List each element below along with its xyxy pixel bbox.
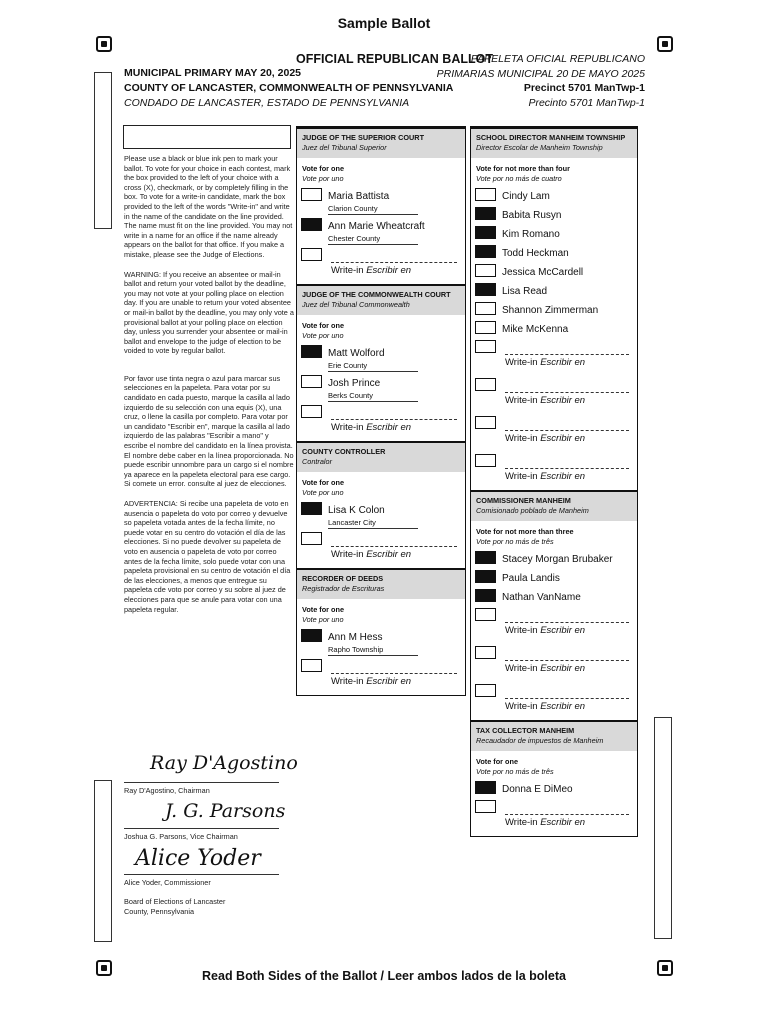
write-in-label-es: Escribir en — [540, 625, 586, 636]
timing-mark-icon — [96, 36, 112, 52]
county-name: COUNTY OF LANCASTER, COMMONWEALTH OF PENNSYLVANIA — [124, 82, 454, 94]
signature-line — [124, 874, 279, 875]
candidate-text — [502, 779, 573, 797]
write-in-line[interactable] — [505, 698, 629, 699]
write-in-box[interactable] — [475, 378, 496, 391]
contest-title-es: Registrador de Escrituras — [302, 584, 385, 593]
write-in-option[interactable] — [471, 414, 637, 452]
vote-box[interactable] — [475, 188, 496, 201]
vote-for-es: Vote por uno — [302, 615, 344, 624]
vote-box[interactable] — [301, 502, 322, 515]
candidate-text — [328, 373, 418, 402]
footer-notice: Read Both Sides of the Ballot / Leer ambos lados de la boleta — [202, 969, 566, 983]
candidate-name: Josh Prince — [328, 378, 381, 389]
election-info-es — [437, 52, 645, 110]
write-in-option[interactable] — [471, 644, 637, 682]
candidate-option[interactable] — [471, 300, 637, 319]
vote-box[interactable] — [475, 570, 496, 583]
candidate-option[interactable] — [297, 373, 465, 403]
registration-box — [654, 717, 672, 939]
contest-title-es: Director Escolar de Manheim Township — [476, 143, 603, 152]
write-in-label-es: Escribir en — [366, 676, 412, 687]
vote-for-es: Vote por uno — [302, 174, 344, 183]
write-in-label-es: Escribir en — [540, 357, 586, 368]
write-in-line[interactable] — [505, 392, 629, 393]
write-in-option[interactable] — [297, 246, 465, 284]
vote-box[interactable] — [475, 302, 496, 315]
write-in-line[interactable] — [505, 660, 629, 661]
write-in-label-es: Escribir en — [366, 422, 412, 433]
precinct-es: Precinto 5701 ManTwp-1 — [528, 96, 645, 109]
write-in-box[interactable] — [301, 659, 322, 672]
contest-title-es: Juez del Tribunal Superior — [302, 143, 387, 152]
vote-for-es: Vote por no más de cuatro — [476, 174, 562, 183]
vote-for: Vote for one — [302, 605, 345, 614]
candidate-name: Lisa K Colon — [328, 505, 385, 516]
candidate-text — [502, 281, 547, 299]
warning-en: WARNING: If you receive an absentee or mail-in ballot and return your voted ballot by the deadline, you may not vote at your polling place on election day. If you are unable to return your voted absentee or mail-in ballot by the deadline, you may only vote a provisional ballot at your polling place on election day, unless you surrender your absentee or mail-in ballot and envelope to the judge of election to be voided to vote by regular ballot. — [124, 269, 294, 356]
candidate-name: Maria Battista — [328, 191, 390, 202]
candidate-option[interactable] — [471, 186, 637, 205]
write-in-option[interactable] — [471, 798, 637, 836]
candidate-option[interactable] — [297, 500, 465, 530]
candidate-name: Ann M Hess — [328, 632, 383, 643]
write-in-box[interactable] — [475, 454, 496, 467]
candidate-name: Mike McKenna — [502, 324, 569, 335]
signature-name: Joshua G. Parsons, Vice Chairman — [124, 832, 238, 841]
candidate-text — [502, 549, 613, 567]
vote-instruction — [471, 158, 637, 186]
write-in-line[interactable] — [331, 673, 457, 674]
county-name-es: CONDADO DE LANCASTER, ESTADO DE PENNSYLVANIA — [124, 97, 410, 109]
candidate-name: Stacey Morgan Brubaker — [502, 554, 613, 565]
vote-box[interactable] — [301, 629, 322, 642]
write-in-label-en: Write-in — [331, 422, 364, 433]
candidate-name: Paula Landis — [502, 573, 560, 584]
contest-title: JUDGE OF THE COMMONWEALTH COURT — [302, 290, 451, 299]
write-in-option[interactable] — [471, 452, 637, 490]
signature-image: Alice Yoder — [135, 846, 261, 871]
precinct: Precinct 5701 ManTwp-1 — [523, 82, 645, 94]
write-in-label-en: Write-in — [505, 471, 538, 482]
write-in-label-en: Write-in — [505, 357, 538, 368]
candidate-option[interactable] — [471, 549, 637, 568]
vote-box[interactable] — [301, 188, 322, 201]
signature-image: Ray D'Agostino — [150, 752, 298, 774]
write-in-line[interactable] — [505, 354, 629, 355]
contest-title: SCHOOL DIRECTOR MANHEIM TOWNSHIP — [476, 133, 626, 142]
write-in-option[interactable] — [297, 403, 465, 441]
candidate-option[interactable] — [297, 627, 465, 657]
contest — [297, 127, 465, 284]
write-in-label — [505, 817, 585, 828]
vote-box[interactable] — [475, 245, 496, 258]
write-in-label — [505, 471, 585, 482]
candidate-option[interactable] — [471, 779, 637, 798]
candidate-text — [328, 186, 418, 215]
contest — [297, 284, 465, 441]
candidate-name: Ann Marie Wheatcraft — [328, 221, 425, 232]
vote-instruction — [297, 315, 465, 343]
candidate-county: Lancaster City — [328, 518, 418, 529]
vote-for-es: Vote por no más de três — [476, 537, 554, 546]
write-in-option[interactable] — [471, 376, 637, 414]
contest-title-es: Contralor — [302, 457, 333, 466]
candidate-text — [502, 224, 560, 242]
vote-for: Vote for not more than three — [476, 527, 574, 536]
write-in-label-es: Escribir en — [540, 701, 586, 712]
candidate-option[interactable] — [471, 243, 637, 262]
candidate-option[interactable] — [471, 262, 637, 281]
signature-name: Alice Yoder, Commissioner — [124, 878, 211, 887]
vote-box[interactable] — [475, 226, 496, 239]
write-in-option[interactable] — [297, 530, 465, 568]
write-in-label-es: Escribir en — [540, 433, 586, 444]
write-in-option[interactable] — [471, 338, 637, 376]
candidate-text — [328, 500, 418, 529]
vote-for: Vote for not more than four — [476, 164, 570, 173]
contest-title-es: Recaudador de impuestos de Manheim — [476, 736, 604, 745]
candidate-text — [502, 262, 583, 280]
candidate-option[interactable] — [471, 224, 637, 243]
write-in-line[interactable] — [505, 430, 629, 431]
write-in-label — [331, 265, 411, 276]
candidate-text — [502, 205, 561, 223]
vote-for: Vote for one — [476, 757, 519, 766]
candidate-text — [502, 568, 560, 586]
ballot-title: OFFICIAL REPUBLICAN BALLOT — [296, 52, 493, 66]
contest — [471, 490, 637, 720]
write-in-label — [505, 357, 585, 368]
signature-name: Ray D'Agostino, Chairman — [124, 786, 210, 795]
candidate-text — [328, 216, 425, 245]
write-in-line[interactable] — [331, 419, 457, 420]
vote-box[interactable] — [475, 264, 496, 277]
candidate-name: Nathan VanName — [502, 592, 581, 603]
candidate-name: Matt Wolford — [328, 348, 385, 359]
contest-title-es: Comisionado poblado de Manheim — [476, 506, 589, 515]
write-in-label-en: Write-in — [331, 265, 364, 276]
write-in-line[interactable] — [505, 622, 629, 623]
candidate-option[interactable] — [471, 281, 637, 300]
candidate-county: Erie County — [328, 361, 418, 372]
candidate-county: Rapho Township — [328, 645, 418, 656]
write-in-label — [331, 422, 411, 433]
write-in-box[interactable] — [475, 340, 496, 353]
candidate-text — [328, 627, 418, 656]
write-in-box[interactable] — [475, 800, 496, 813]
vote-box[interactable] — [475, 589, 496, 602]
candidate-county: Clarion County — [328, 204, 418, 215]
vote-for-es: Vote por uno — [302, 331, 344, 340]
election-name-es: PRIMARIAS MUNICIPAL 20 DE MAYO 2025 — [436, 67, 645, 80]
write-in-label — [505, 395, 585, 406]
contest-header — [471, 720, 637, 751]
contest-title: TAX COLLECTOR MANHEIM — [476, 726, 575, 735]
contest-header — [297, 127, 465, 158]
vote-box[interactable] — [475, 207, 496, 220]
write-in-label-en: Write-in — [331, 676, 364, 687]
candidate-county: Chester County — [328, 234, 418, 245]
vote-for-es: Vote por no más de três — [476, 767, 554, 776]
timing-mark-icon — [657, 36, 673, 52]
write-in-label-en: Write-in — [505, 433, 538, 444]
candidate-option[interactable] — [471, 205, 637, 224]
write-in-box[interactable] — [475, 684, 496, 697]
vote-instruction — [297, 158, 465, 186]
vote-box[interactable] — [475, 321, 496, 334]
candidate-text — [502, 587, 581, 605]
contest-header — [471, 127, 637, 158]
write-in-label-es: Escribir en — [366, 265, 412, 276]
candidate-name: Jessica McCardell — [502, 267, 584, 278]
contest — [471, 127, 637, 490]
candidate-option[interactable] — [297, 216, 465, 246]
page-title: Sample Ballot — [337, 15, 431, 31]
instructions — [124, 154, 294, 624]
signature-line — [124, 782, 279, 783]
candidate-name: Cindy Lam — [502, 191, 550, 202]
write-in-label-es: Escribir en — [540, 663, 586, 674]
contest-title: COUNTY CONTROLLER — [302, 447, 386, 456]
barcode-box — [123, 125, 291, 149]
write-in-box[interactable] — [475, 608, 496, 621]
write-in-option[interactable] — [297, 657, 465, 695]
vote-instruction — [297, 599, 465, 627]
contest-header — [297, 568, 465, 599]
vote-for: Vote for one — [302, 478, 345, 487]
board-of-elections: Board of Elections of Lancaster County, Pennsylvania — [124, 897, 226, 916]
write-in-line[interactable] — [505, 814, 629, 815]
write-in-label — [505, 663, 585, 674]
write-in-option[interactable] — [471, 682, 637, 720]
election-name: MUNICIPAL PRIMARY MAY 20, 2025 — [124, 67, 302, 79]
candidate-name: Babita Rusyn — [502, 210, 562, 221]
candidate-option[interactable] — [471, 587, 637, 606]
vote-instruction — [297, 472, 465, 500]
write-in-label-es: Escribir en — [540, 395, 586, 406]
write-in-label-en: Write-in — [505, 817, 538, 828]
candidate-county: Berks County — [328, 391, 418, 402]
candidate-text — [502, 319, 568, 337]
vote-box[interactable] — [475, 551, 496, 564]
candidate-text — [502, 300, 598, 318]
contest-header — [297, 284, 465, 315]
candidate-name: Lisa Read — [502, 286, 548, 297]
election-info — [124, 66, 453, 111]
write-in-box[interactable] — [475, 646, 496, 659]
contest — [297, 441, 465, 568]
candidate-name: Donna E DiMeo — [502, 784, 573, 795]
candidate-name: Shannon Zimmerman — [502, 305, 599, 316]
write-in-label-en: Write-in — [505, 395, 538, 406]
candidate-option[interactable] — [471, 568, 637, 587]
contest-title: JUDGE OF THE SUPERIOR COURT — [302, 133, 425, 142]
vote-box[interactable] — [301, 218, 322, 231]
signature-line — [124, 828, 279, 829]
candidate-text — [502, 243, 569, 261]
write-in-label-en: Write-in — [505, 663, 538, 674]
write-in-box[interactable] — [301, 405, 322, 418]
write-in-label — [331, 549, 411, 560]
instructions-es: Por favor use tinta negra o azul para marcar sus selecciones en la papeleta. Para votar por su candidato en cada puesto, marque la casilla al lado izquierdo de su selección con una equis (X), una cruz, o llene la casilla por completo. Para votar por un candidato "Escribir en", marque la casilla al lado izquierdo de las palabras "Escribir a mano" y escribe el nombre del candidato en la línea provista. El nombre debe caber en la línea proporcionada. No puede escribir unnombre para un cargo si el nombre ya aparece en la papeleta electoral para ese cargo. Si comete un error. consulte al juez de elecciones. — [124, 373, 294, 489]
vote-box[interactable] — [301, 345, 322, 358]
write-in-label — [331, 676, 411, 687]
contest — [297, 568, 465, 695]
write-in-label-es: Escribir en — [540, 817, 586, 828]
write-in-line[interactable] — [331, 546, 457, 547]
contest-header — [297, 441, 465, 472]
contest — [471, 720, 637, 836]
candidate-option[interactable] — [297, 186, 465, 216]
instructions-en: Please use a black or blue ink pen to mark your ballot. To vote for your choice in each contest, mark the box provided to the left of your choice with a cross (X), checkmark, or by completely filling in the box. To vote for a write-in candidate, mark the box provided to the left of the words "Write-in" and write in the name of the candidate on the line provided. The name must fit on the line provided. You may not write in a name for an office if the name already appears on the ballot for that office. If you make a mistake, please see the Judge of Elections. — [124, 154, 293, 259]
registration-box — [94, 72, 112, 229]
contest-title: RECORDER OF DEEDS — [302, 574, 384, 583]
contest-title: COMMISSIONER MANHEIM — [476, 496, 571, 505]
candidate-text — [502, 186, 550, 204]
write-in-box[interactable] — [301, 532, 322, 545]
write-in-label-en: Write-in — [505, 625, 538, 636]
candidate-option[interactable] — [471, 319, 637, 338]
write-in-label-es: Escribir en — [366, 549, 412, 560]
vote-for-es: Vote por uno — [302, 488, 344, 497]
ballot-title-es: PAPELETA OFICIAL REPUBLICANO — [470, 53, 645, 65]
vote-for: Vote for one — [302, 164, 345, 173]
write-in-label — [505, 433, 585, 444]
contest-column-2 — [470, 126, 638, 837]
write-in-label-en: Write-in — [505, 701, 538, 712]
vote-box[interactable] — [301, 375, 322, 388]
candidate-name: Todd Heckman — [502, 248, 569, 259]
vote-box[interactable] — [475, 283, 496, 296]
write-in-box[interactable] — [301, 248, 322, 261]
write-in-label-en: Write-in — [331, 549, 364, 560]
vote-for: Vote for one — [302, 321, 345, 330]
vote-instruction — [471, 751, 637, 779]
vote-instruction — [471, 521, 637, 549]
warning-es: ADVERTENCIA: Si recibe una papeleta de voto en ausencia o papeleta do voto por correo y devuelve so papeleta votada antes de la fecha límite, no puede votar en su centro do votación el día de las elecciones. Si no puede devolver su papeleta de voto en ausencia o papeleta de voto por correo antes de la fecha límite, solo puede votar con una papeleta provisional en su centro de votación el día de las elecciones, a menos que entregue su papeleta cde voto por correo y su sobre al juez de elecciones para que se anule para votar con una papeleta regular. — [124, 499, 291, 614]
write-in-label-es: Escribir en — [540, 471, 586, 482]
write-in-label — [505, 701, 585, 712]
write-in-option[interactable] — [471, 606, 637, 644]
contest-header — [471, 490, 637, 521]
candidate-text — [328, 343, 418, 372]
vote-box[interactable] — [475, 781, 496, 794]
contest-title-es: Juez del Tribunal Commonwealth — [302, 300, 410, 309]
candidate-option[interactable] — [297, 343, 465, 373]
candidate-name: Kim Romano — [502, 229, 560, 240]
write-in-line[interactable] — [331, 262, 457, 263]
write-in-box[interactable] — [475, 416, 496, 429]
contest-column-1 — [296, 126, 466, 696]
signature-image: J. G. Parsons — [165, 800, 286, 822]
write-in-line[interactable] — [505, 468, 629, 469]
write-in-label — [505, 625, 585, 636]
registration-box — [94, 780, 112, 942]
